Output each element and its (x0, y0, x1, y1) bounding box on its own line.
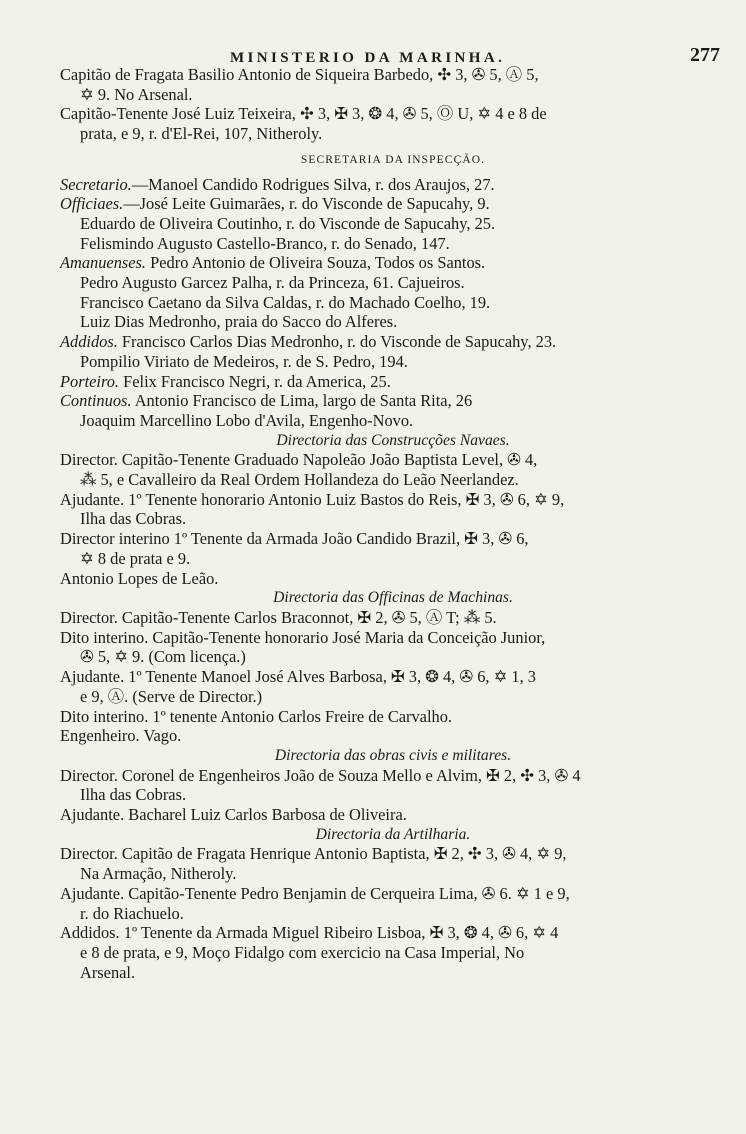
section-heading-secretaria: SECRETARIA DA INSPECÇÃO. (300, 153, 486, 166)
entry-text: Luiz Dias Medronho, praia do Sacco do Alferes. (80, 312, 398, 332)
entry-line: Na Armação, Nitheroly. (80, 864, 237, 884)
secretaria-line (60, 332, 716, 352)
secretaria-line (60, 175, 716, 195)
entry-line: Arsenal. (80, 962, 136, 982)
secretaria-line (60, 194, 716, 214)
entry-text: —José Leite Guimarães, r. do Visconde de Sapucahy, 9. (123, 194, 490, 214)
entry-text: Pedro Antonio de Oliveira Souza, Todos os Santos. (146, 253, 486, 273)
secretaria-line (60, 352, 716, 372)
entry-line: Ajudante. 1º Tenente Manoel José Alves Barbosa, ✠ 3, ❂ 4, ✇ 6, ✡ 1, 3 (60, 667, 536, 687)
entry-barbedo (60, 65, 716, 104)
directoria-section (60, 746, 716, 825)
entry-text: Pedro Augusto Garcez Palha, r. da Princeza, 61. Cajueiros. (80, 273, 465, 293)
entry-text: Felismindo Augusto Castello-Branco, r. do Senado, 147. (80, 233, 450, 253)
role-label: Officiaes. (60, 194, 124, 214)
entry-text: —Manoel Candido Rodrigues Silva, r. dos Araujos, 27. (131, 174, 495, 194)
entry-text: Antonio Francisco de Lima, largo de Santa Rita, 26 (131, 391, 473, 411)
secretaria-block (60, 175, 716, 431)
entry-text: Pompilio Viriato de Medeiros, r. de S. Pedro, 194. (80, 351, 408, 371)
role-label: Secretario. (60, 174, 132, 194)
entry-teixeira (60, 104, 716, 143)
entry-line: Capitão de Fragata Basilio Antonio de Siqueira Barbedo, ✣ 3, ✇ 5, Ⓐ 5, (60, 65, 539, 84)
entry-text: Francisco Caetano da Silva Caldas, r. do Machado Coelho, 19. (80, 292, 491, 312)
secretaria-line (60, 214, 716, 234)
entry-line: Addidos. 1º Tenente da Armada Miguel Ribeiro Lisboa, ✠ 3, ❂ 4, ✇ 6, ✡ 4 (60, 923, 559, 943)
entry-line: Director. Capitão-Tenente Graduado Napoleão João Baptista Level, ✇ 4, (60, 450, 538, 470)
entry-line: Director interino 1º Tenente da Armada João Candido Brazil, ✠ 3, ✇ 6, (60, 529, 529, 549)
secretaria-line (60, 253, 716, 273)
role-label: Porteiro. (60, 371, 120, 391)
entry-line: Ajudante. 1º Tenente honorario Antonio Luiz Bastos do Reis, ✠ 3, ✇ 6, ✡ 9, (60, 489, 565, 509)
entry-text: Felix Francisco Negri, r. da America, 25. (119, 371, 391, 391)
secretaria-line (60, 234, 716, 254)
entry-line: Dito interino. Capitão-Tenente honorario José Maria da Conceição Junior, (60, 627, 546, 647)
secretaria-line (60, 391, 716, 411)
entry-line: ✇ 5, ✡ 9. (Com licença.) (80, 647, 246, 667)
entry-line: ✡ 8 de prata e 9. (80, 548, 191, 568)
role-label: Amanuenses. (60, 253, 147, 273)
entry-line: Capitão-Tenente José Luiz Teixeira, ✣ 3, ✠ 3, ❂ 4, ✇ 5, Ⓞ U, ✡ 4 e 8 de (60, 104, 547, 124)
entry-line: r. do Riachuelo. (80, 903, 184, 923)
entry-line: Engenheiro. Vago. (60, 726, 182, 746)
entry-line: ✡ 9. No Arsenal. (80, 84, 193, 104)
entry-text: Joaquim Marcellino Lobo d'Avila, Engenho-Novo. (80, 410, 414, 430)
entry-line: prata, e 9, r. d'El-Rei, 107, Nitheroly. (80, 124, 323, 144)
entry-line: Ajudante. Capitão-Tenente Pedro Benjamin de Cerqueira Lima, ✇ 6. ✡ 1 e 9, (60, 883, 570, 903)
running-title: MINISTERIO DA MARINHA. (230, 50, 506, 66)
directoria-section (60, 431, 716, 589)
role-label: Continuos. (60, 391, 132, 411)
section-heading: Directoria das Officinas de Machinas. (273, 589, 513, 607)
entry-text: Francisco Carlos Dias Medronho, r. do Visconde de Sapucahy, 23. (117, 332, 557, 352)
entry-line: Director. Capitão-Tenente Carlos Braconnot, ✠ 2, ✇ 5, Ⓐ T; ⁂ 5. (60, 607, 497, 627)
section-heading: Directoria da Artilharia. (315, 825, 471, 843)
secretaria-line (60, 312, 716, 332)
page-header (60, 44, 720, 68)
entry-line: Ajudante. Bacharel Luiz Carlos Barbosa de Oliveira. (60, 805, 407, 825)
page-number: 277 (690, 44, 720, 66)
entry-text: Eduardo de Oliveira Coutinho, r. do Visconde de Sapucahy, 25. (80, 213, 496, 233)
secretaria-line (60, 411, 716, 431)
entry-line: e 8 de prata, e 9, Moço Fidalgo com exercicio na Casa Imperial, No (80, 942, 525, 962)
entry-line: e 9, Ⓐ. (Serve de Director.) (80, 686, 263, 706)
section-heading: Directoria das Construcções Navaes. (276, 431, 510, 449)
entry-line: Dito interino. 1º tenente Antonio Carlos Freire de Carvalho. (60, 706, 452, 726)
secretaria-line (60, 372, 716, 392)
entry-line: Ilha das Cobras. (80, 785, 187, 805)
entry-line: Ilha das Cobras. (80, 509, 187, 529)
secretaria-line (60, 273, 716, 293)
role-label: Addidos. (60, 332, 118, 352)
directorias-block (60, 431, 716, 983)
entry-line: Director. Coronel de Engenheiros João de Souza Mello e Alvim, ✠ 2, ✣ 3, ✇ 4 (60, 765, 581, 785)
entry-line: Director. Capitão de Fragata Henrique Antonio Baptista, ✠ 2, ✣ 3, ✇ 4, ✡ 9, (60, 844, 567, 864)
directoria-section (60, 825, 716, 983)
directoria-section (60, 588, 716, 746)
entry-line: Antonio Lopes de Leão. (60, 568, 219, 588)
section-heading: Directoria das obras civis e militares. (274, 746, 512, 764)
entry-line: ⁂ 5, e Cavalleiro da Real Ordem Hollandeza do Leão Neerlandez. (80, 470, 519, 490)
secretaria-line (60, 293, 716, 313)
